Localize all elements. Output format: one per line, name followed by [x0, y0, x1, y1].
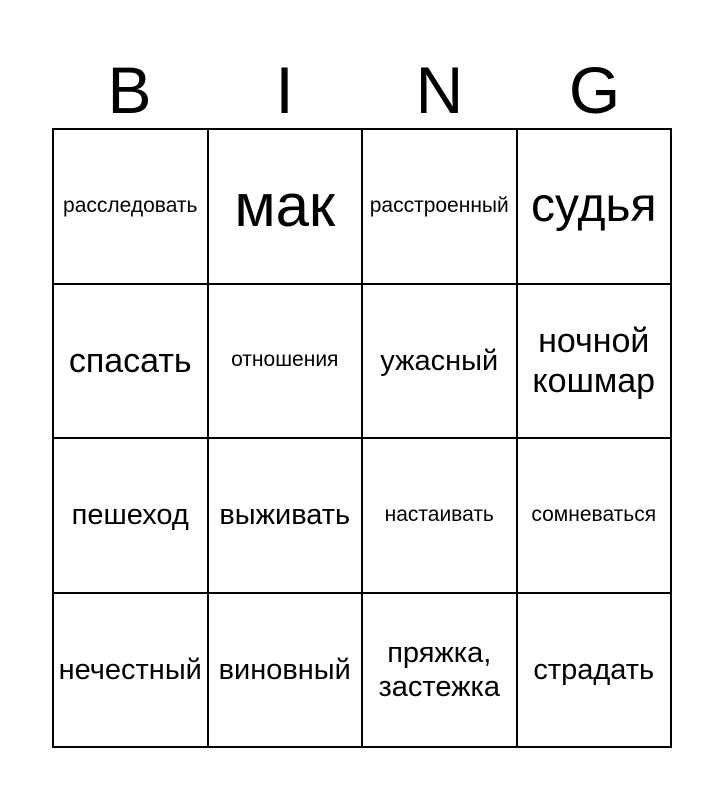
header-letter-b: B	[107, 53, 152, 127]
bingo-cell[interactable]: расстроенный	[363, 130, 518, 285]
bingo-cell[interactable]: судья	[518, 130, 673, 285]
bingo-cell[interactable]: ужасный	[363, 285, 518, 440]
bingo-cell[interactable]: пряжка, застежка	[363, 594, 518, 749]
header-letter-n: N	[415, 53, 464, 127]
header-letter-g: G	[568, 53, 621, 127]
bingo-cell[interactable]: настаивать	[363, 439, 518, 594]
bingo-cell[interactable]: пешеход	[54, 439, 209, 594]
bingo-cell[interactable]: ночной кошмар	[518, 285, 673, 440]
bingo-cell[interactable]: расследовать	[54, 130, 209, 285]
bingo-cell[interactable]: сомневаться	[518, 439, 673, 594]
bingo-cell[interactable]: нечестный	[54, 594, 209, 749]
bingo-card	[52, 128, 672, 748]
bingo-cell[interactable]: виновный	[209, 594, 364, 749]
bingo-cell[interactable]: отношения	[209, 285, 364, 440]
bingo-cell[interactable]: выживать	[209, 439, 364, 594]
bingo-cell[interactable]: мак	[209, 130, 364, 285]
bingo-cell[interactable]: спасать	[54, 285, 209, 440]
bingo-cell[interactable]: страдать	[518, 594, 673, 749]
bingo-header	[52, 52, 672, 128]
header-letter-i: I	[275, 53, 294, 127]
